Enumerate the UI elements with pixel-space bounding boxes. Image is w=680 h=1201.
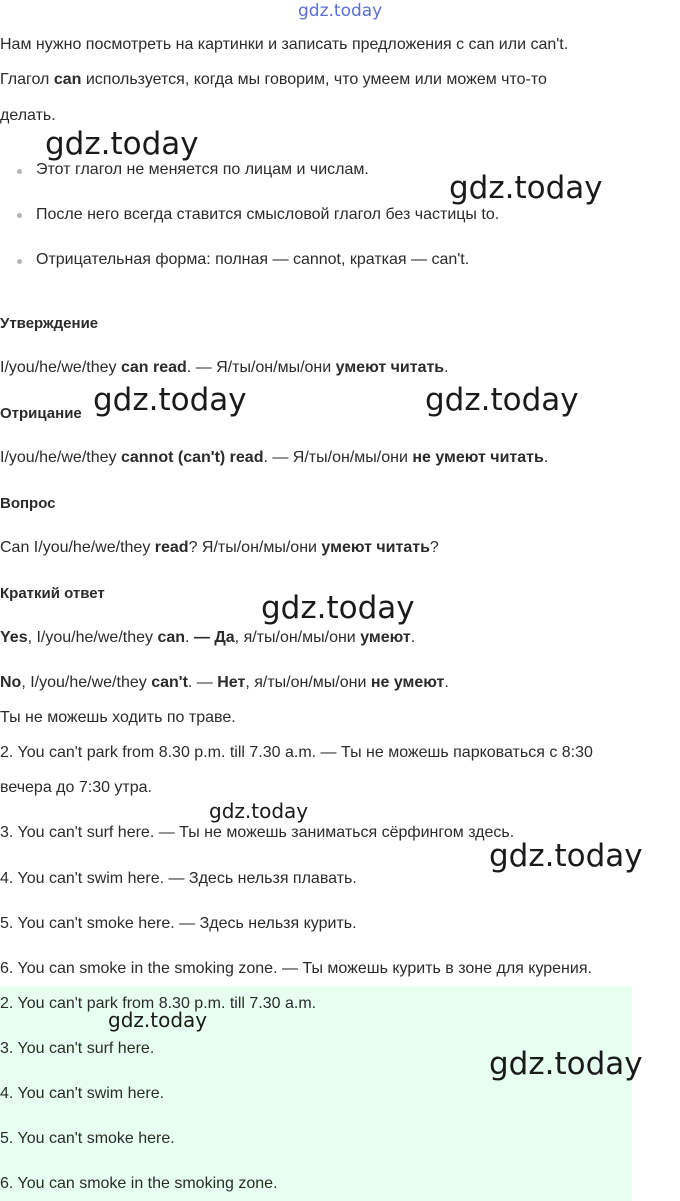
text-fragment: Can I/you/he/we/they [0,539,155,556]
heading-short-answer: Краткий ответ [0,585,105,602]
bullet-dot [17,259,22,264]
watermark: gdz.today [425,382,579,418]
bold-fragment: can't [151,674,188,691]
bold-fragment: умеют читать [321,539,430,556]
short-answer-no [0,672,449,694]
watermark: gdz.today [489,1046,643,1082]
intro-line-2-post: используется, когда мы говорим, что умеем или можем что-то [81,71,547,88]
bullet-item: После него всегда ставится смысловой глагол без частицы to. [36,206,500,223]
text-fragment: I/you/he/we/they [0,359,121,376]
intro-line-2 [0,69,547,91]
text-fragment: . — Я/ты/он/мы/они [263,449,413,466]
question-example [0,537,439,559]
heading-negative: Отрицание [0,405,82,422]
answer-line: 5. You can't smoke here. [0,1130,175,1147]
text-fragment: , I/you/he/we/they [27,629,158,646]
intro-line-3: делать. [0,107,56,124]
heading-question: Вопрос [0,495,56,512]
text-fragment: . — Я/ты/он/мы/они [186,359,336,376]
bold-fragment: — Да [193,629,235,646]
heading-affirmative: Утверждение [0,315,99,332]
intro-line-1: Нам нужно посмотреть на картинки и записать предложения с can или can't. [0,36,569,53]
affirmative-example [0,357,449,379]
bold-fragment: Нет [217,674,246,691]
answer-line: 3. You can't surf here. [0,1040,155,1057]
bold-fragment: умеют [360,629,411,646]
text-fragment: ? [429,539,439,556]
bold-fragment: cannot (can't) read [120,449,264,466]
short-answer-yes [0,627,415,649]
bullet-item: Этот глагол не меняется по лицам и числам. [36,161,369,178]
translation-line: вечера до 7:30 утра. [0,779,152,796]
intro-keyword-can: can [53,71,82,88]
text-fragment: I/you/he/we/they [0,449,121,466]
bold-fragment: умеют читать [335,359,445,376]
answer-line: 4. You can't swim here. [0,1085,165,1102]
bold-fragment: can [157,629,186,646]
text-fragment: . [543,449,549,466]
bullet-item: Отрицательная форма: полная — cannot, краткая — can't. [36,251,470,268]
text-fragment: , I/you/he/we/they [21,674,152,691]
text-fragment: , я/ты/он/мы/они [245,674,371,691]
bold-fragment: read [154,539,189,556]
translation-line: 4. You can't swim here. — Здесь нельзя плавать. [0,870,357,887]
answer-line: 2. You can't park from 8.30 p.m. till 7.30 a.m. [0,995,317,1012]
bold-fragment: No [0,674,22,691]
text-fragment: ? Я/ты/он/мы/они [188,539,322,556]
bold-fragment: не умеют [370,674,445,691]
watermark: gdz.today [209,799,309,823]
intro-line-2-pre: Глагол [0,71,54,88]
watermark: gdz.today [489,838,643,874]
text-fragment: . [185,629,194,646]
watermark: gdz.today [45,126,199,162]
translation-line: Ты не можешь ходить по траве. [0,709,236,726]
bold-fragment: can read [120,359,187,376]
text-fragment: . [444,359,449,376]
bullet-dot [17,213,22,218]
bold-fragment: Yes [0,629,28,646]
watermark: gdz.today [298,1,383,21]
text-fragment: . [444,674,449,691]
text-fragment: . [410,629,416,646]
answer-line: 6. You can smoke in the smoking zone. [0,1175,278,1192]
translation-line: 3. You can't surf here. — Ты не можешь заниматься сёрфингом здесь. [0,824,515,841]
watermark: gdz.today [108,1008,208,1032]
translation-line: 6. You can smoke in the smoking zone. — Ты можешь курить в зоне для курения. [0,960,592,977]
text-fragment: . — [187,674,218,691]
bullet-dot [17,169,22,174]
negative-example [0,447,548,469]
watermark: gdz.today [261,590,415,626]
translation-line: 5. You can't smoke here. — Здесь нельзя курить. [0,915,357,932]
translation-line: 2. You can't park from 8.30 p.m. till 7.30 a.m. — Ты не можешь парковаться с 8:30 [0,744,593,761]
watermark: gdz.today [449,170,603,206]
text-fragment: , я/ты/он/мы/они [234,629,361,646]
watermark: gdz.today [93,382,247,418]
bold-fragment: не умеют читать [412,449,544,466]
